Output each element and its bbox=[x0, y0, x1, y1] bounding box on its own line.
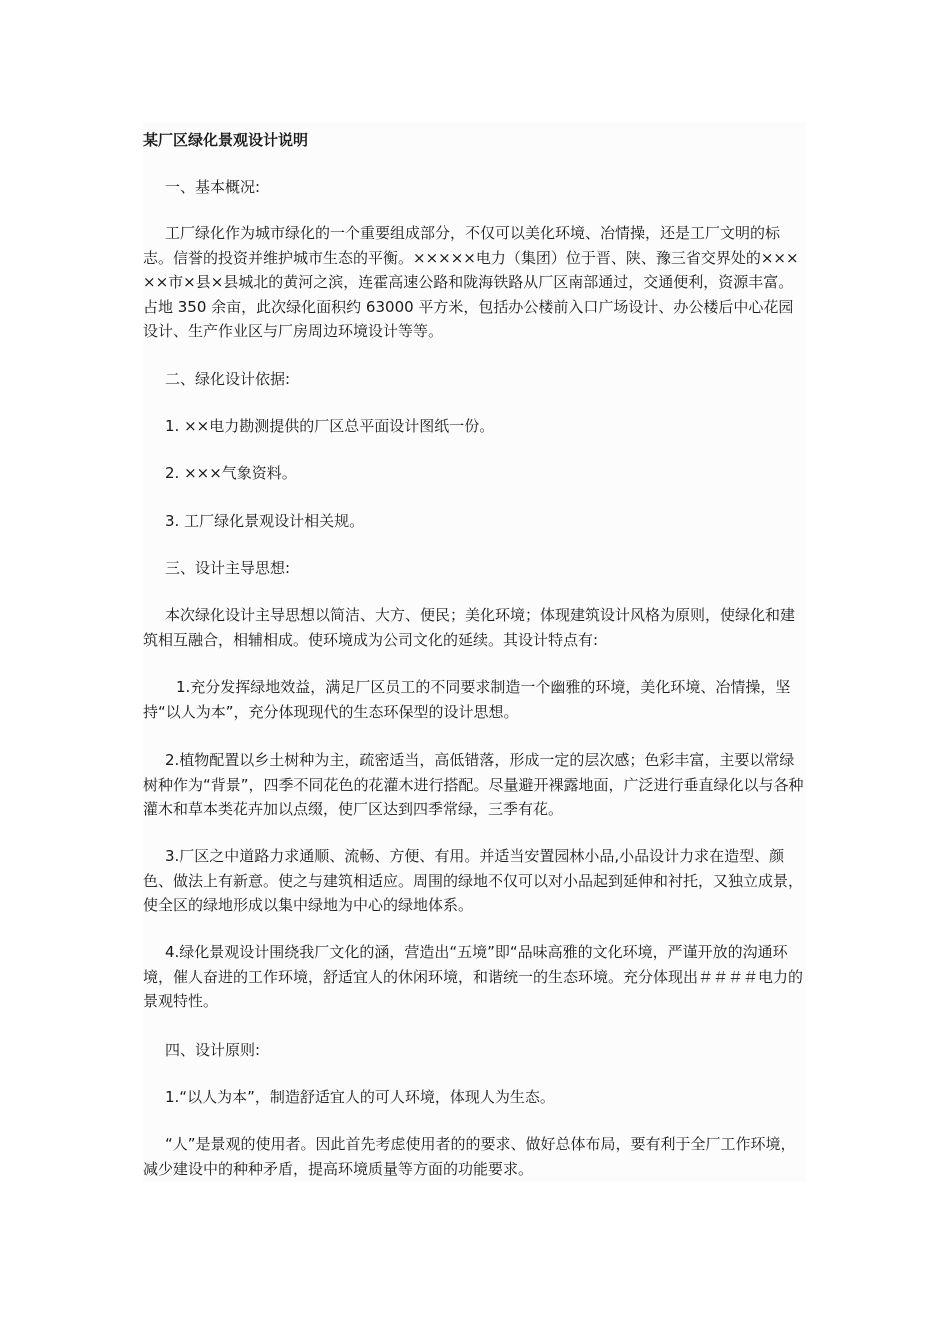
feature-item-3: 3.厂区之中道路力求通顺、流畅、方便、有用。并适当安置园林小品,小品设计力求在造型、颜色、做法上有新意。使之与建筑相适应。周围的绿地不仅可以对小品起到延伸和衬托，又独立成景，使全区的绿地形成以集中绿地为中心的绿地体系。 bbox=[143, 847, 804, 914]
feature-item-1: 1.充分发挥绿地效益，满足厂区员工的不同要求制造一个幽雅的环境，美化环境、冶情操，坚持“以人为本”，充分体现现代的生态环保型的设计思想。 bbox=[143, 678, 791, 721]
feature-item-4: 4.绿化景观设计围绕我厂文化的涵，营造出“五境”即“品味高雅的文化环境，严谨开放的沟通环境，催人奋进的工作环境，舒适宜人的休闲环境，和谐统一的生态环境。充分体现出＃＃＃＃电力的景观特性。 bbox=[143, 943, 804, 1010]
paragraph-principle-1: “人”是景观的使用者。因此首先考虑使用者的的要求、做好总体布局，要有利于全厂工作环境，减少建设中的种种矛盾，提高环境质量等方面的功能要求。 bbox=[143, 1135, 796, 1178]
feature-item-2: 2.植物配置以乡土树种为主，疏密适当，高低错落，形成一定的层次感；色彩丰富，主要以常绿树种作为“背景”，四季不同花色的花灌木进行搭配。尽量避开裸露地面，广泛进行垂直绿化以与各种灌木和草本类花卉加以点缀，使厂区达到四季常绿，三季有花。 bbox=[143, 751, 804, 818]
basis-item-2: 2. ×××气象资料。 bbox=[165, 464, 297, 482]
document-title: 某厂区绿化景观设计说明 bbox=[143, 131, 309, 149]
document-body bbox=[143, 122, 806, 1182]
paragraph-guiding-idea: 本次绿化设计主导思想以简洁、大方、便民；美化环境；体现建筑设计风格为原则，使绿化和建筑相互融合，相辅相成。使环境成为公司文化的延续。其设计特点有: bbox=[143, 606, 796, 649]
section-heading-basis: 二、绿化设计依据: bbox=[165, 370, 291, 388]
principle-item-1: 1.“以人为本”，制造舒适宜人的可人环境，体现人为生态。 bbox=[165, 1088, 555, 1106]
paragraph-overview: 工厂绿化作为城市绿化的一个重要组成部分，不仅可以美化环境、冶情操，还是工厂文明的标志。信誉的投资并维护城市生态的平衡。×××××电力（集团）位于晋、陕、豫三省交界处的×××××市×县×县城北的黄河之滨，连霍高速公路和陇海铁路从厂区南部通过，交通便利，资源丰富。占地 350 余亩，此次绿化面积约 63000 平方米，包括办公楼前入口广场设计、办公楼后中心花园设计、生产作业区与厂房周边环境设计等等。 bbox=[143, 224, 799, 340]
section-heading-overview: 一、基本概况: bbox=[165, 178, 261, 196]
section-heading-guiding-idea: 三、设计主导思想: bbox=[165, 559, 291, 577]
basis-item-1: 1. ××电力勘测提供的厂区总平面设计图纸一份。 bbox=[165, 417, 495, 435]
basis-item-3: 3. 工厂绿化景观设计相关规。 bbox=[165, 512, 365, 530]
section-heading-principles: 四、设计原则: bbox=[165, 1041, 261, 1059]
